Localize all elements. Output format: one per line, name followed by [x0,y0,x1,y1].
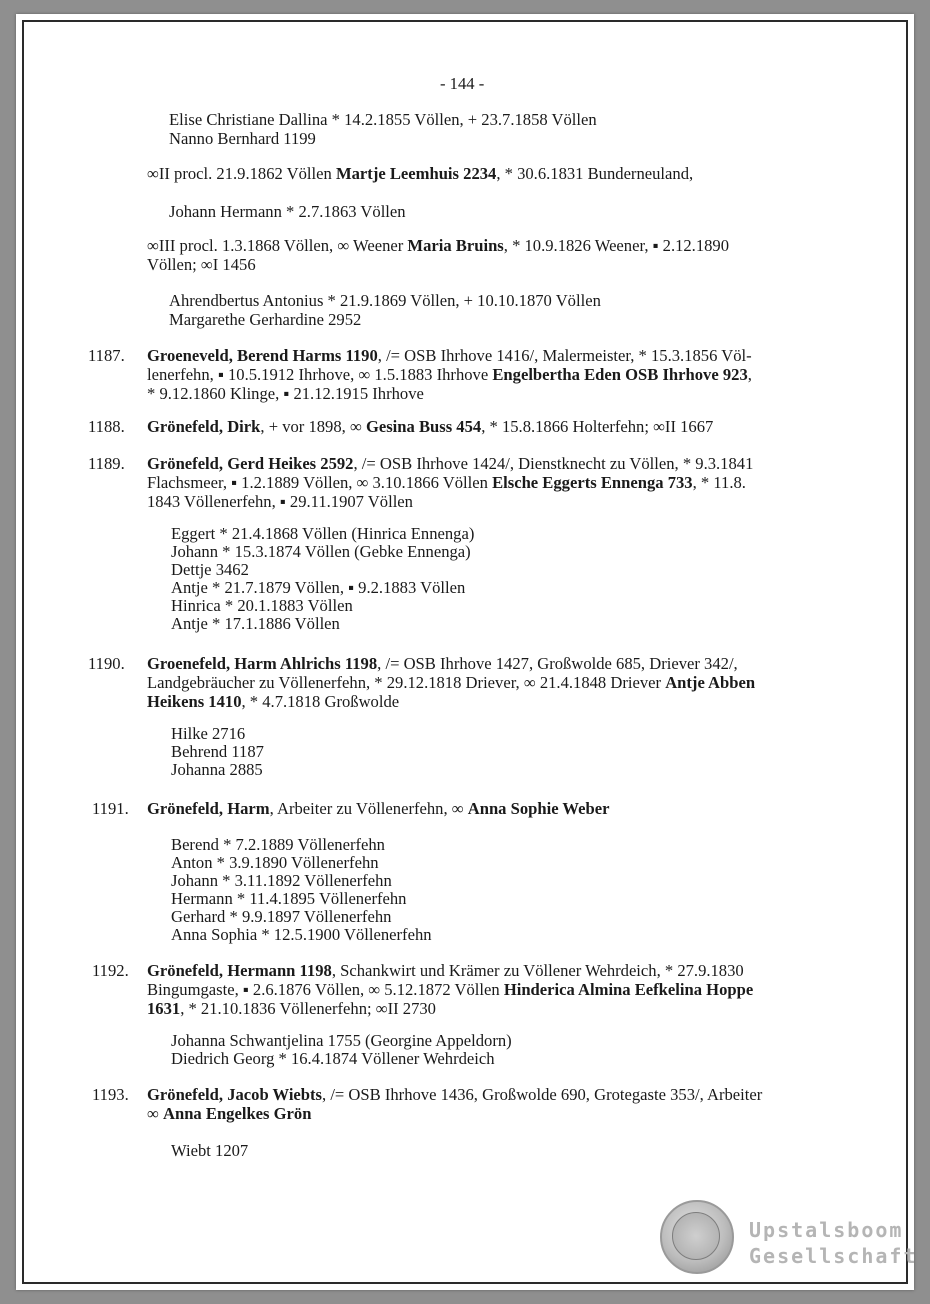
entry-line [147,692,399,711]
text-segment: ∞ [147,1104,163,1123]
entry-line [147,454,753,473]
bold-name-segment: Grönefeld, Dirk [147,417,261,436]
bold-name-segment: Gesina Buss 454 [365,417,482,436]
entry-line [147,1085,762,1104]
bold-name-segment: Elsche Eggerts Ennenga 733 [492,473,693,492]
text-segment: , * 30.6.1831 Bunderneuland, [496,164,694,183]
entry-number: 1188. [88,417,125,436]
child-line: Margarethe Gerhardine 2952 [169,310,362,329]
child-line: Elise Christiane Dallina * 14.2.1855 Völlen, + 23.7.1858 Völlen [169,110,597,129]
entry-line [147,980,753,999]
child-line: Berend * 7.2.1889 Völlenerfehn [171,835,385,854]
bold-name-segment: Engelbertha Eden OSB Ihrhove 923 [492,365,748,384]
child-line: Johanna 2885 [171,760,263,779]
entry-line [147,1104,311,1123]
child-line: Gerhard * 9.9.1897 Völlenerfehn [171,907,392,926]
entry-line [147,654,738,673]
text-segment: , + vor 1898, ∞ [260,417,366,436]
child-line: Hinrica * 20.1.1883 Völlen [171,596,353,615]
bold-name-segment: Heikens 1410 [147,692,242,711]
text-segment: , * 10.9.1826 Weener, ▪ 2.12.1890 [503,236,730,255]
marriage-line [147,236,729,255]
bold-name-segment: Hinderica Almina Eefkelina Hoppe [503,980,754,999]
page-number: - 144 - [440,74,485,93]
child-line: Nanno Bernhard 1199 [169,129,316,148]
entry-line [147,799,609,818]
bold-name-segment: Grönefeld, Harm [147,799,270,818]
entry-line [147,473,746,492]
text-segment: lenerfehn, ▪ 10.5.1912 Ihrhove, ∞ 1.5.1883 Ihrhove [147,365,493,384]
entry-line [147,384,424,403]
entry-line [147,417,713,436]
child-line: Wiebt 1207 [171,1141,249,1160]
bold-name-segment: 1631 [147,999,181,1018]
entry-line [147,346,752,365]
child-line: Anton * 3.9.1890 Völlenerfehn [171,853,379,872]
bold-name-segment: Groenefeld, Harm Ahlrichs 1198 [147,654,378,673]
brand-line-2: Gesellschaft [749,1244,918,1268]
text-segment: , Arbeiter zu Völlenerfehn, ∞ [269,799,468,818]
document-page [16,14,918,1290]
text-segment: , * 11.8. [692,473,746,492]
child-line: Antje * 17.1.1886 Völlen [171,614,340,633]
text-segment: , * 15.8.1866 Holterfehn; ∞II 1667 [481,417,714,436]
bold-name-segment: Grönefeld, Gerd Heikes 2592 [147,454,354,473]
society-seal-icon [660,1200,734,1274]
text-segment: , * 4.7.1818 Großwolde [241,692,400,711]
bold-name-segment: Martje Leemhuis 2234 [335,164,497,183]
child-line: Dettje 3462 [171,560,249,579]
brand-line-1: Upstalsboom [749,1218,904,1242]
text-segment: , * 21.10.1836 Völlenerfehn; ∞II 2730 [180,999,436,1018]
child-line: Ahrendbertus Antonius * 21.9.1869 Völlen, + 10.10.1870 Völlen [169,291,601,310]
bold-name-segment: Anna Engelkes Grön [162,1104,312,1123]
entry-number: 1187. [88,346,125,365]
entry-line [147,365,752,384]
child-line: Johann * 15.3.1874 Völlen (Gebke Ennenga) [171,542,471,561]
marriage-line [147,164,693,183]
entry-line [147,492,413,511]
text-segment: Bingumgaste, ▪ 2.6.1876 Völlen, ∞ 5.12.1872 Völlen [147,980,504,999]
text-segment: , /= OSB Ihrhove 1427, Großwolde 685, Driever 342/, [377,654,738,673]
child-line: Hermann * 11.4.1895 Völlenerfehn [171,889,407,908]
text-segment: Flachsmeer, ▪ 1.2.1889 Völlen, ∞ 3.10.1866 Völlen [147,473,493,492]
child-line: Johann * 3.11.1892 Völlenerfehn [171,871,392,890]
text-segment: ∞III procl. 1.3.1868 Völlen, ∞ Weener [147,236,408,255]
text-segment: Landgebräucher zu Völlenerfehn, * 29.12.1818 Driever, ∞ 21.4.1848 Driever [147,673,666,692]
entry-number: 1191. [92,799,129,818]
child-line: Johanna Schwantjelina 1755 (Georgine Appeldorn) [171,1031,512,1050]
marriage-line: Völlen; ∞I 1456 [147,255,256,274]
entry-line [147,999,436,1018]
child-line: Hilke 2716 [171,724,246,743]
text-segment: ∞II procl. 21.9.1862 Völlen [147,164,336,183]
bold-name-segment: Grönefeld, Hermann 1198 [147,961,332,980]
child-line: Anna Sophia * 12.5.1900 Völlenerfehn [171,925,432,944]
entry-number: 1190. [88,654,125,673]
text-segment: , [747,365,752,384]
bold-name-segment: Antje Abben [665,673,756,692]
seal-emblem [672,1212,720,1260]
text-segment: , /= OSB Ihrhove 1436, Großwolde 690, Grotegaste 353/, Arbeiter [322,1085,763,1104]
text-segment: 1843 Völlenerfehn, ▪ 29.11.1907 Völlen [147,492,413,511]
text-segment: , /= OSB Ihrhove 1416/, Malermeister, * 15.3.1856 Völ- [377,346,752,365]
bold-name-segment: Grönefeld, Jacob Wiebts [147,1085,323,1104]
text-segment: , Schankwirt und Krämer zu Völlener Wehrdeich, * 27.9.1830 [331,961,744,980]
child-line: Eggert * 21.4.1868 Völlen (Hinrica Ennenga) [171,524,475,543]
entry-number: 1193. [92,1085,129,1104]
bold-name-segment: Anna Sophie Weber [467,799,610,818]
child-line: Behrend 1187 [171,742,264,761]
bold-name-segment: Groeneveld, Berend Harms 1190 [147,346,378,365]
text-segment: , /= OSB Ihrhove 1424/, Dienstknecht zu Völlen, * 9.3.1841 [353,454,754,473]
entry-number: 1189. [88,454,125,473]
child-line: Diedrich Georg * 16.4.1874 Völlener Wehrdeich [171,1049,495,1068]
child-line: Johann Hermann * 2.7.1863 Völlen [169,202,406,221]
child-line: Antje * 21.7.1879 Völlen, ▪ 9.2.1883 Völlen [171,578,466,597]
entry-line [147,961,744,980]
entry-line [147,673,755,692]
entry-number: 1192. [92,961,129,980]
bold-name-segment: Maria Bruins [407,236,504,255]
text-segment: * 9.12.1860 Klinge, ▪ 21.12.1915 Ihrhove [147,384,424,403]
